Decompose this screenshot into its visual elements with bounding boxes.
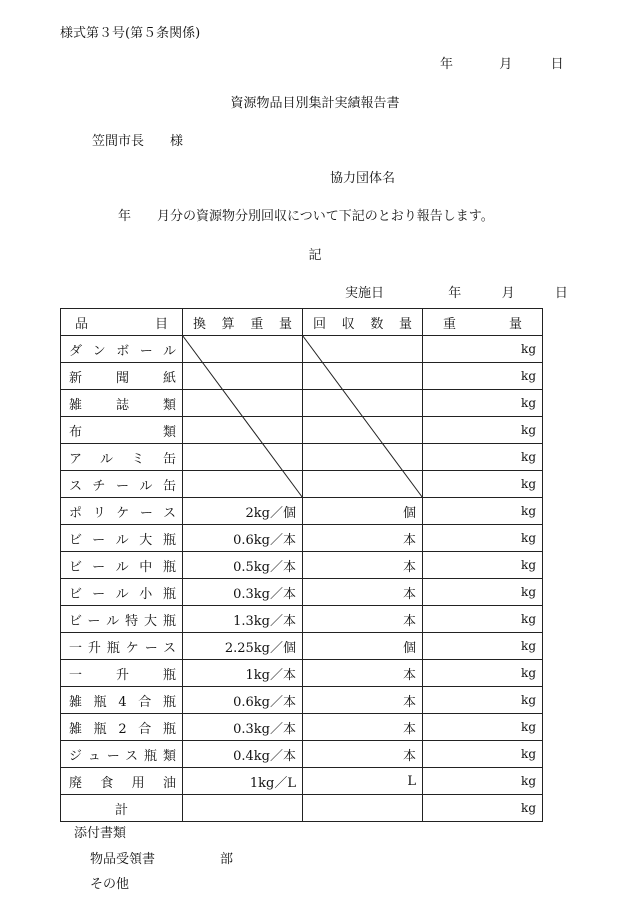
quantity-cell[interactable] — [303, 444, 423, 471]
implementation-date — [345, 282, 568, 301]
header-quantity: 回収数量 — [303, 309, 423, 336]
quantity-cell[interactable]: 本 — [303, 525, 423, 552]
total-label: 計 — [61, 795, 183, 822]
total-weight-cell[interactable]: kg — [423, 795, 543, 822]
recycling-table-wrapper — [60, 308, 541, 822]
table-row — [61, 417, 543, 444]
table-row — [61, 390, 543, 417]
weight-cell[interactable]: kg — [423, 363, 543, 390]
table-row — [61, 579, 543, 606]
impl-date-year: 年 — [448, 286, 462, 301]
conversion-weight: 2.25kg／個 — [183, 633, 303, 660]
form-number-label: 様式第３号(第５条関係) — [60, 26, 201, 41]
table-row — [61, 741, 543, 768]
attachment-other: その他 — [90, 877, 130, 892]
conversion-weight: 0.4kg／本 — [183, 741, 303, 768]
item-name: 雑誌類 — [61, 390, 183, 417]
recycling-table — [60, 308, 543, 822]
item-name: 一升瓶 — [61, 660, 183, 687]
item-name: ビール大瓶 — [61, 525, 183, 552]
intro-sentence: 年 月分の資源物分別回収について下記のとおり報告します。 — [118, 209, 494, 224]
conversion-weight: 2kg／個 — [183, 498, 303, 525]
item-name: アルミ缶 — [61, 444, 183, 471]
conversion-weight: 0.3kg／本 — [183, 579, 303, 606]
document-title: 資源物品目別集計実績報告書 — [230, 96, 400, 111]
table-header-row — [61, 309, 543, 336]
item-name: ポリケース — [61, 498, 183, 525]
quantity-cell[interactable]: 本 — [303, 714, 423, 741]
header-item: 品目 — [61, 309, 183, 336]
weight-cell[interactable]: kg — [423, 579, 543, 606]
attachment-receipt-unit: 部 — [220, 852, 234, 867]
item-name: ビール小瓶 — [61, 579, 183, 606]
impl-date-label: 実施日 — [345, 286, 385, 301]
conversion-weight: 0.6kg／本 — [183, 525, 303, 552]
item-name: ビール中瓶 — [61, 552, 183, 579]
quantity-cell[interactable] — [303, 471, 423, 498]
item-name: 廃食用油 — [61, 768, 183, 795]
item-name: 一升瓶ケース — [61, 633, 183, 660]
organization-name-label: 協力団体名 — [330, 171, 396, 186]
conversion-weight: 1.3kg／本 — [183, 606, 303, 633]
quantity-cell[interactable]: 個 — [303, 498, 423, 525]
table-row — [61, 525, 543, 552]
attachment-receipt: 物品受領書 — [90, 852, 156, 867]
weight-cell[interactable]: kg — [423, 633, 543, 660]
weight-cell[interactable]: kg — [423, 768, 543, 795]
quantity-cell[interactable]: 本 — [303, 579, 423, 606]
total-quantity-empty — [303, 795, 423, 822]
quantity-cell[interactable]: 本 — [303, 687, 423, 714]
weight-cell[interactable]: kg — [423, 714, 543, 741]
table-row — [61, 768, 543, 795]
impl-date-day: 日 — [554, 286, 568, 301]
conversion-weight: 1kg／L — [183, 768, 303, 795]
weight-cell[interactable]: kg — [423, 471, 543, 498]
report-date — [440, 53, 564, 72]
header-weight: 重量 — [423, 309, 543, 336]
item-name: ジュース瓶類 — [61, 741, 183, 768]
header-conversion-weight: 換算重量 — [183, 309, 303, 336]
item-name: 新聞紙 — [61, 363, 183, 390]
date-day: 日 — [550, 57, 564, 72]
quantity-cell[interactable]: 本 — [303, 660, 423, 687]
conversion-weight: 1kg／本 — [183, 660, 303, 687]
table-row — [61, 444, 543, 471]
total-conversion-empty — [183, 795, 303, 822]
weight-cell[interactable]: kg — [423, 552, 543, 579]
weight-cell[interactable]: kg — [423, 390, 543, 417]
item-name: 雑瓶2合瓶 — [61, 714, 183, 741]
table-row — [61, 498, 543, 525]
item-name: 雑瓶4合瓶 — [61, 687, 183, 714]
weight-cell[interactable]: kg — [423, 606, 543, 633]
weight-cell[interactable]: kg — [423, 498, 543, 525]
item-name: ビール特大瓶 — [61, 606, 183, 633]
conversion-weight — [183, 471, 303, 498]
quantity-cell[interactable]: 本 — [303, 741, 423, 768]
weight-cell[interactable]: kg — [423, 336, 543, 363]
table-row — [61, 471, 543, 498]
weight-cell[interactable]: kg — [423, 525, 543, 552]
conversion-weight — [183, 417, 303, 444]
table-row — [61, 714, 543, 741]
quantity-cell[interactable]: 本 — [303, 606, 423, 633]
addressee: 笠間市長 様 — [92, 134, 184, 149]
quantity-cell[interactable] — [303, 417, 423, 444]
conversion-weight: 0.3kg／本 — [183, 714, 303, 741]
weight-cell[interactable]: kg — [423, 444, 543, 471]
table-row — [61, 552, 543, 579]
quantity-cell[interactable]: 本 — [303, 552, 423, 579]
table-row — [61, 687, 543, 714]
item-name: ダンボール — [61, 336, 183, 363]
weight-cell[interactable]: kg — [423, 417, 543, 444]
conversion-weight — [183, 363, 303, 390]
item-name: スチール缶 — [61, 471, 183, 498]
total-row — [61, 795, 543, 822]
weight-cell[interactable]: kg — [423, 687, 543, 714]
table-row — [61, 606, 543, 633]
quantity-cell[interactable]: 個 — [303, 633, 423, 660]
item-name: 布類 — [61, 417, 183, 444]
weight-cell[interactable]: kg — [423, 741, 543, 768]
quantity-cell[interactable] — [303, 336, 423, 363]
table-row — [61, 363, 543, 390]
date-year: 年 — [440, 57, 454, 72]
conversion-weight: 0.5kg／本 — [183, 552, 303, 579]
conversion-weight — [183, 444, 303, 471]
quantity-cell[interactable]: L — [303, 768, 423, 795]
table-row — [61, 336, 543, 363]
table-row — [61, 633, 543, 660]
impl-date-month: 月 — [501, 286, 515, 301]
conversion-weight — [183, 390, 303, 417]
attachments-title: 添付書類 — [74, 826, 127, 841]
conversion-weight: 0.6kg／本 — [183, 687, 303, 714]
quantity-cell[interactable] — [303, 363, 423, 390]
weight-cell[interactable]: kg — [423, 660, 543, 687]
table-row — [61, 660, 543, 687]
quantity-cell[interactable] — [303, 390, 423, 417]
conversion-weight — [183, 336, 303, 363]
date-month: 月 — [499, 57, 513, 72]
ki-heading: 記 — [308, 248, 322, 263]
